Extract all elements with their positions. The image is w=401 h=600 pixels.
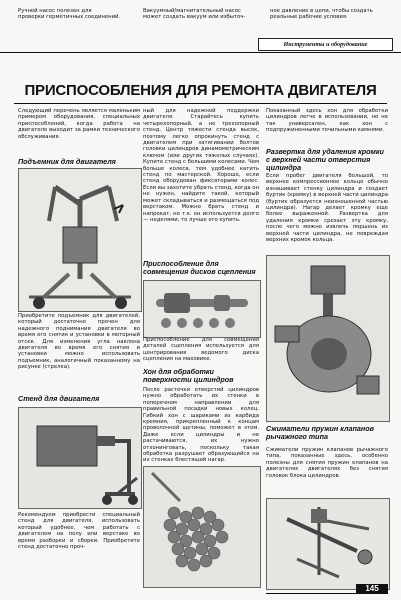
top-text-right: ное давление в цепи, чтобы создать реальные рабочие условия. bbox=[270, 8, 373, 21]
heading-engine-stand: Стенд для двигателя bbox=[18, 394, 100, 403]
heading-cylinder-hone: Хон для обработки поверхности цилиндров bbox=[143, 367, 234, 385]
page-title: ПРИСПОСОБЛЕНИЯ ДЛЯ РЕМОНТА ДВИГАТЕЛЯ bbox=[24, 81, 377, 99]
engine-hoist-text: Приобретите подъемник для двигателей, который достаточно прочен для надежного поднимания двигателя во время его снятия и установки в моторный отсек. Для изменения угла наклона двигателя во время его снятия и установки можно использовать подъемник, аналогичный показанному на рисунке (стрелка). bbox=[18, 313, 140, 371]
section-tag-text: Инструменты и оборудование bbox=[283, 41, 368, 48]
heading-clutch-alignment: Приспособление для совмещения дисков сцепления bbox=[143, 259, 256, 277]
section-tag bbox=[258, 38, 393, 51]
clutch-tool-photo bbox=[143, 280, 261, 338]
header-rule bbox=[0, 52, 401, 53]
engine-stand-photo bbox=[18, 407, 142, 509]
page-title-box bbox=[14, 80, 387, 100]
engine-hoist-photo bbox=[18, 168, 142, 312]
page-number: 145 bbox=[356, 584, 388, 594]
top-text-left: Ручной насос полезен для проверки герметичных соединений. bbox=[18, 8, 121, 21]
heading-ridge-reamer: Развертка для удаления кромки с верхней части отверстия цилиндра bbox=[266, 147, 384, 173]
engine-hoist-illustration bbox=[19, 169, 141, 311]
cylinder-hone-text: После расточки отверстий цилиндров нужно обработать их стенки в поперечном направлении для правильной посадки новых колец. Гибкий хон с шариками из карбида кремния, прикрепленный к концам проволочной щетины, поможет в этом. Даже если цилиндры и не растачиваются, их нужно отхонинговать, поскольку такая обработка разрушает образующийся на их стенках блестящий нагар. bbox=[143, 387, 259, 464]
heading-valve-spring-compressor: Сжиматели пружин клапанов рычажного типа bbox=[266, 424, 374, 442]
cylinder-hone-illustration bbox=[144, 467, 260, 587]
top-text-mid: Вакуумный/магнитательный насос может создать вакуум или избыточ- bbox=[143, 8, 246, 21]
ridge-reamer-photo bbox=[266, 255, 390, 422]
ridge-reamer-illustration bbox=[267, 256, 389, 421]
col2-top-text: ный для надежной поддержки двигателя. Старайтесь купить четырехопорный, а не трехопорный стенд. Центр тяжести стенда высок, поэтому легко опрокинуть стенд с двигателем при затягивании болтов головки цилиндров динамометрическим ключом (или других тяжелых случаях). Купите стенд с большими колесами. Чем больше колеса, тем удобнее катить стенд по мастерской. Хорошо, если стенд оборудован фиксаторами колес. Если вы захотите убрать стенд, когда он не нужен, найдите такой, который может складываться и размещаться под верстаком. Можно брать стенд и напрокат, но т.к. он используется долго — неделями, то лучше его купить. bbox=[143, 108, 259, 223]
col3-top-text: Показанный здесь хон для обработки цилиндров легче в использовании, но не так универсален, как хон с подпружиненными точильными камнями. bbox=[266, 108, 388, 134]
clutch-tool-illustration bbox=[144, 281, 260, 337]
valve-spring-compressor-photo bbox=[266, 498, 390, 590]
engine-stand-text: Рекомендуем приобрести специальный стенд для двигателя, использовать который удобнее, чем работать с двигателем на полу или верстаке во время разборки и сборки. Приобретите стенд достаточно проч- bbox=[18, 512, 140, 551]
ridge-reamer-text: Если пробег двигателя большой, то верхнее компрессионное кольцо обычно изнашивает стенку цилиндра и создает буртик (кромку) в верхней части цилиндра (буртик образуется неизношенной частью цилиндра). Нагар делает кромку еще более выраженной. Развертка для удаления кромки срезает эту кромку, после чего можно извлечь поршень из верхней части цилиндра, не повреждая верхних кромок кольца. bbox=[266, 173, 388, 244]
col1-intro: Следующий перечень является маленьким примером оборудования, специальных приспособлений, когда работа на двигателе выходит за рамки технического обслуживания. bbox=[18, 108, 140, 140]
title-rule bbox=[14, 103, 387, 104]
valve-spring-compressor-illustration bbox=[267, 499, 389, 589]
cylinder-hone-photo bbox=[143, 466, 261, 588]
heading-engine-hoist: Подъемник для двигателя bbox=[18, 157, 116, 166]
valve-spring-compressor-text: Сжиматели пружин клапанов рычажного типа, показанные здесь, особенно полезны для снятия пружин клапанов на двигателях двигателях без снятия головок блока цилиндров. bbox=[266, 447, 388, 479]
engine-stand-illustration bbox=[19, 408, 141, 508]
clutch-tool-text: Приспособление для совмещения деталей сцепления используется для центрирования ведомого диска сцепления на маховике. bbox=[143, 337, 259, 363]
